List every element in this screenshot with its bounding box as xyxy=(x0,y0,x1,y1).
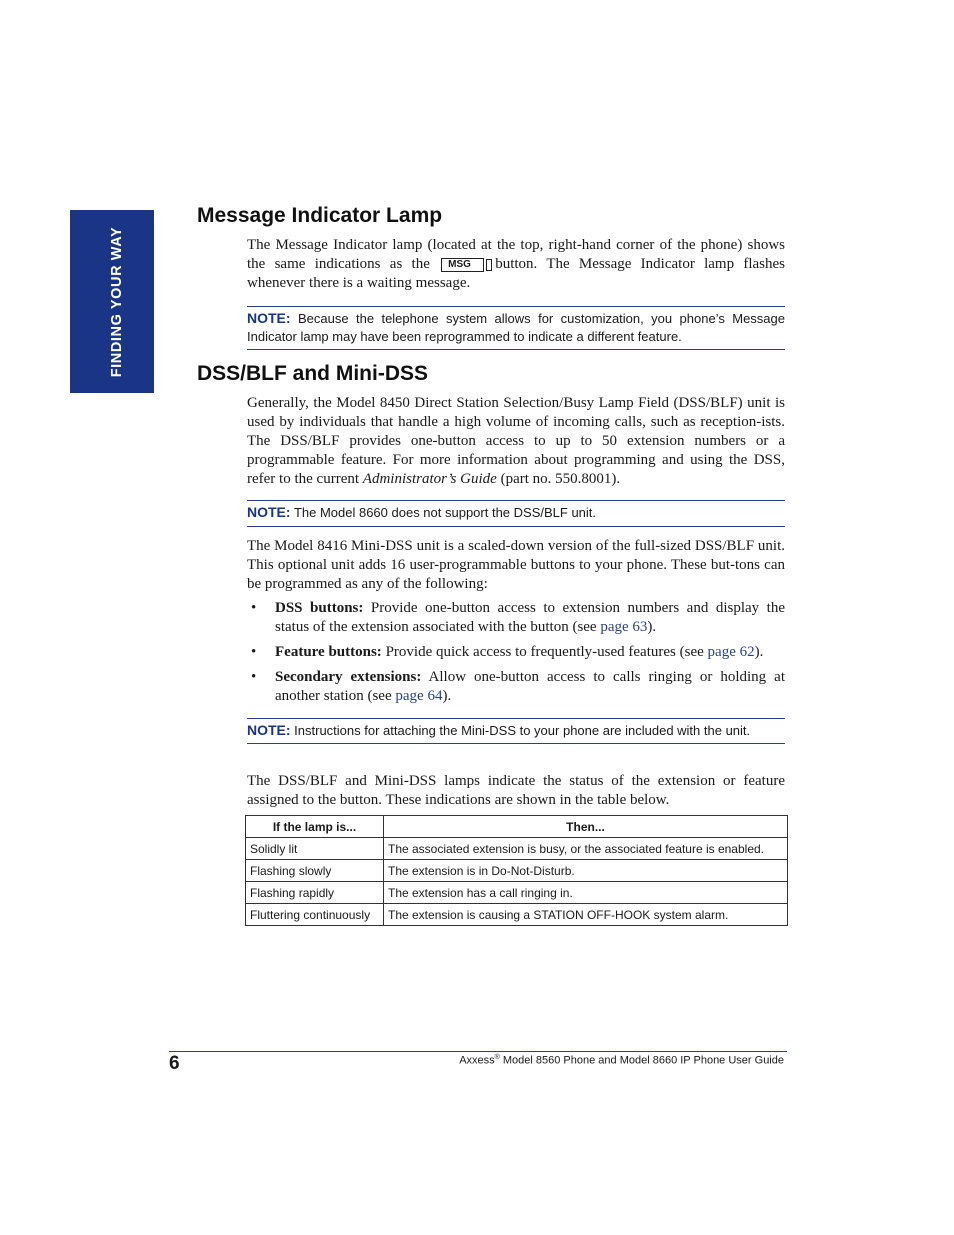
table-cell: The associated extension is busy, or the associated feature is enabled. xyxy=(384,838,788,860)
list-item-tail: ). xyxy=(647,619,657,635)
paragraph-text: (part no. 550.8001). xyxy=(496,471,621,487)
table-cell: The extension is causing a STATION OFF-HOOK system alarm. xyxy=(384,904,788,926)
list-item-term: Secondary extensions: xyxy=(275,669,422,685)
note-text: Because the telephone system allows for customization, you phone’s Message Indicator lamp may have been reprogrammed to indicate a different feature. xyxy=(247,311,785,344)
list-item-text: Provide one-button access to extension numbers and display the status of the extension associated with the button (see xyxy=(275,600,785,635)
list-item-term: Feature buttons: xyxy=(275,644,382,660)
side-tab-label: FINDING YOUR WAY xyxy=(109,226,125,378)
paragraph-dss-blf-intro xyxy=(247,394,785,489)
table-cell: Flashing slowly xyxy=(246,860,384,882)
footer-divider xyxy=(169,1051,787,1052)
list-item: • DSS buttons: Provide one-button access to extension numbers and display the status of the extension associated with the button (see page 63). xyxy=(251,600,785,635)
note-mini-dss-instructions xyxy=(247,718,785,744)
page-link[interactable]: page 64 xyxy=(395,688,443,704)
list-item-term: DSS buttons: xyxy=(275,600,364,616)
table-cell: The extension is in Do-Not-Disturb. xyxy=(384,860,788,882)
footer-guide-title xyxy=(459,1054,784,1067)
table-cell: Solidly lit xyxy=(246,838,384,860)
paragraph-lamp-indications: The DSS/BLF and Mini-DSS lamps indicate the status of the extension or feature assigned to the button. These indications are shown in the table below. xyxy=(247,773,785,808)
list-item-text: Provide quick access to frequently-used features (see xyxy=(381,644,708,660)
list-item-tail: ). xyxy=(442,688,452,704)
paragraph-text: The Message Indicator lamp (located at the top, right-hand corner of the phone) shows the same indications as the xyxy=(247,237,785,272)
table-row xyxy=(246,860,788,882)
table-cell: The extension has a call ringing in. xyxy=(384,882,788,904)
table-row xyxy=(246,838,788,860)
list-item: • Feature buttons: Provide quick access to frequently-used features (see page 62). xyxy=(251,644,764,660)
registered-mark: ® xyxy=(494,1054,500,1061)
button-types-list xyxy=(247,599,785,712)
section-side-tab xyxy=(70,210,154,393)
msg-key-label: MSG xyxy=(448,259,471,270)
list-item-tail: ). xyxy=(754,644,764,660)
note-customization xyxy=(247,306,785,350)
note-label: NOTE: xyxy=(247,722,291,738)
paragraph-text: Generally, the Model 8450 Direct Station Selection/Busy Lamp Field (DSS/BLF) unit is used by individuals that handle a high volume of incoming calls, such as reception-ists. The DSS/BLF provides one-button access to up to 50 extension numbers or a programmable feature. For more information about programming and using the DSS, refer to the current xyxy=(247,395,785,487)
table-cell: Fluttering continuously xyxy=(246,904,384,926)
lamp-status-table xyxy=(245,815,788,926)
heading-message-indicator-lamp: Message Indicator Lamp xyxy=(197,204,443,227)
page-link[interactable]: page 62 xyxy=(707,644,755,660)
paragraph-mini-dss: The Model 8416 Mini-DSS unit is a scaled-down version of the full-sized DSS/BLF unit. This optional unit adds 16 user-programmable buttons to your phone. These but-tons can be programmed as any of the following: xyxy=(247,538,785,592)
table-row xyxy=(246,882,788,904)
heading-dss-blf: DSS/BLF and Mini-DSS xyxy=(197,362,428,385)
column-header: If the lamp is... xyxy=(246,816,384,838)
table-row xyxy=(246,904,788,926)
paragraph-text: button. The Message Indicator lamp flashes whenever there is a waiting message. xyxy=(247,256,786,291)
msg-led-icon xyxy=(486,259,492,271)
page-link[interactable]: page 63 xyxy=(600,619,648,635)
list-item-text: Allow one-button access to calls ringing or holding at another station (see xyxy=(275,669,785,704)
list-item: • Secondary extensions: Allow one-button access to calls ringing or holding at another station (see page 64). xyxy=(251,669,785,704)
msg-key-icon xyxy=(441,258,484,272)
table-cell: Flashing rapidly xyxy=(246,882,384,904)
footer-brand: Axxess xyxy=(459,1054,495,1067)
footer-title-text: Model 8560 Phone and Model 8660 IP Phone User Guide xyxy=(499,1054,784,1067)
note-text: Instructions for attaching the Mini-DSS to your phone are included with the unit. xyxy=(290,723,751,738)
note-label: NOTE: xyxy=(247,310,291,326)
note-model-8660 xyxy=(247,500,785,527)
column-header: Then... xyxy=(384,816,788,838)
page-number: 6 xyxy=(169,1053,180,1074)
note-label: NOTE: xyxy=(247,504,291,520)
paragraph-message-indicator xyxy=(247,236,785,293)
note-text: The Model 8660 does not support the DSS/BLF unit. xyxy=(290,505,597,520)
admin-guide-title: Administrator’s Guide xyxy=(362,471,497,487)
table-header-row xyxy=(246,816,788,838)
